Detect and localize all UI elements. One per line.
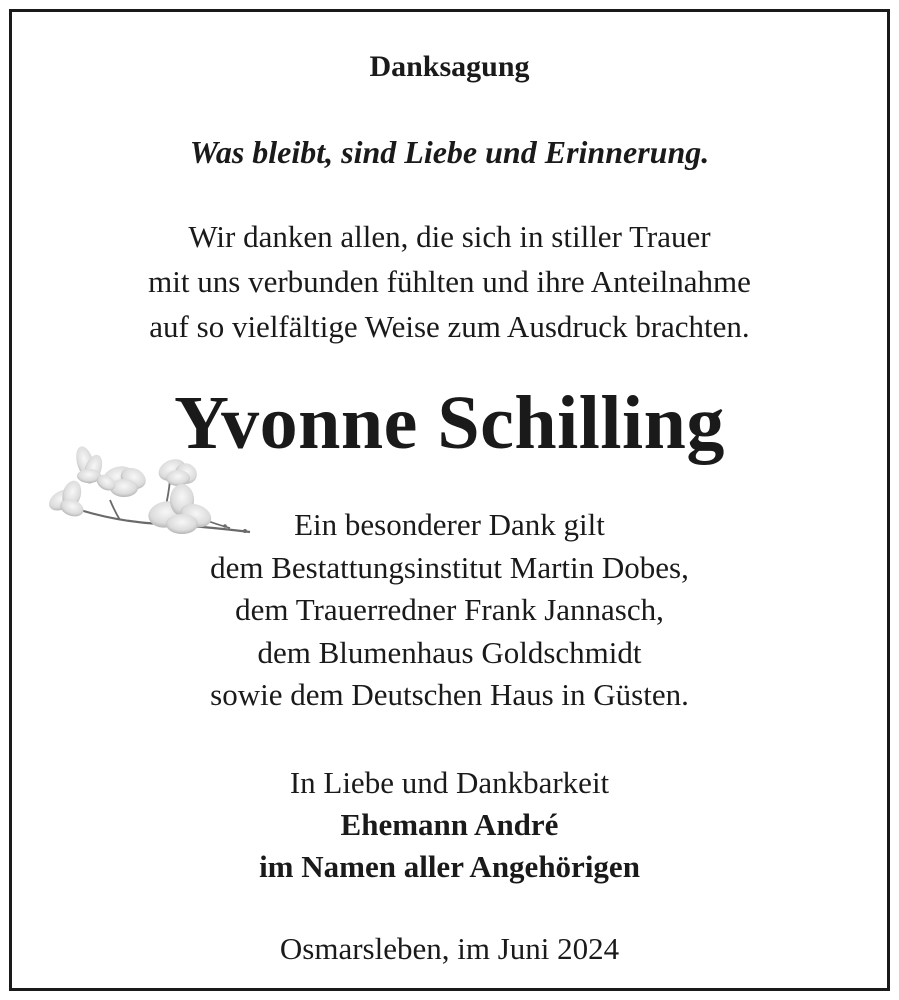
notice-heading: Danksagung <box>369 50 530 83</box>
thanks-line: Ein besonderer Dank gilt <box>294 507 605 542</box>
thanks-line: dem Trauerredner Frank Jannasch, <box>235 592 664 627</box>
thanks-line: sowie dem Deutschen Haus in Güsten. <box>210 677 689 712</box>
notice-frame <box>9 9 890 991</box>
closing-line: In Liebe und Dankbarkeit <box>289 765 610 800</box>
intro-line: mit uns verbunden fühlten und ihre Anteilnahme <box>148 264 751 299</box>
deceased-name: Yvonne Schilling <box>174 381 725 465</box>
intro-text <box>12 214 887 349</box>
signature-line: im Namen aller Angehörigen <box>259 849 640 884</box>
closing-block <box>12 762 887 888</box>
thanks-text <box>12 504 887 717</box>
signature-line: Ehemann André <box>340 807 559 842</box>
thanks-line: dem Blumenhaus Goldschmidt <box>257 634 642 670</box>
thanks-line: dem Bestattungsinstitut Martin Dobes, <box>210 549 689 585</box>
intro-line: auf so vielfältige Weise zum Ausdruck brachten. <box>149 309 750 344</box>
notice-motto: Was bleibt, sind Liebe und Erinnerung. <box>189 134 710 170</box>
intro-line: Wir danken allen, die sich in stiller Trauer <box>188 219 711 254</box>
place-date: Osmarsleben, im Juni 2024 <box>279 931 620 966</box>
